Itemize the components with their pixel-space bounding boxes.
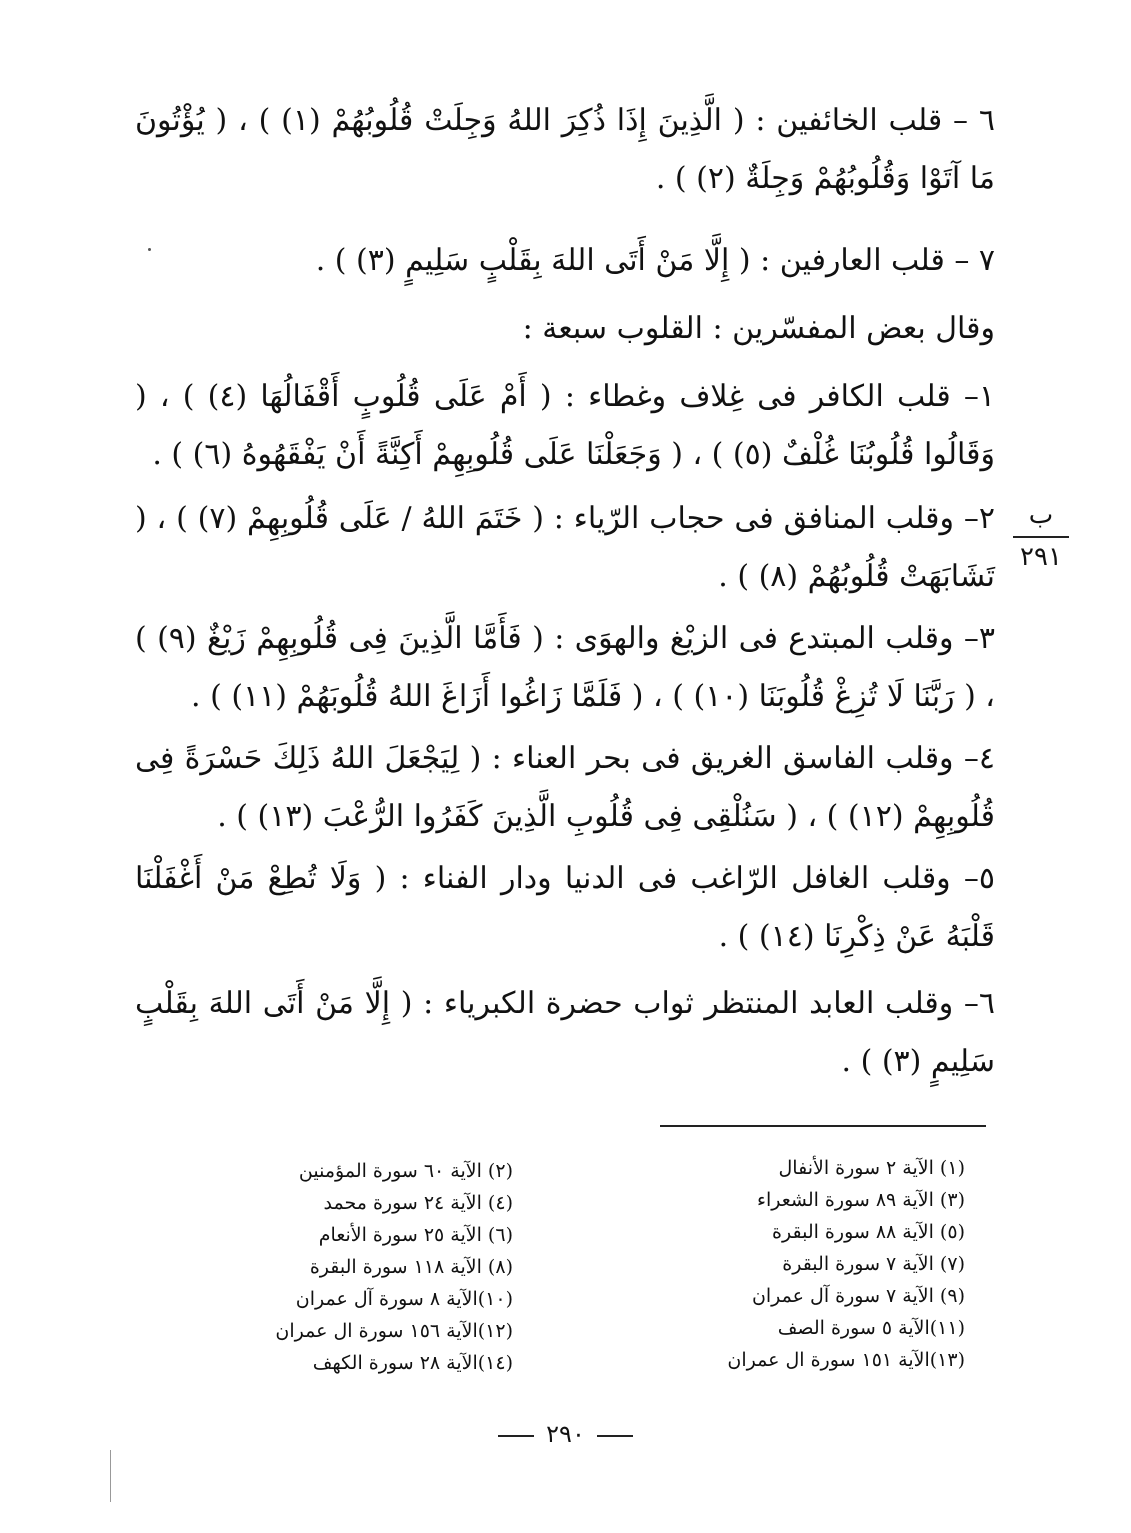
paragraph-heart-5: ٥– وقلب الغافل الرّاغب فى الدنيا ودار الفناء : ( وَلَا تُطِعْ مَنْ أَغْفَلْنَا قَلْبَهُ عَنْ ذِكْرِنَا (١٤) ) . bbox=[135, 861, 995, 954]
footnote-item: (٨) الآية ١١٨ سورة البقرة bbox=[309, 1256, 513, 1278]
footnote-item: (١٣)الآية ١٥١ سورة ال عمران bbox=[727, 1349, 965, 1371]
paragraph-knowing-heart: ٧ – قلب العارفين : ( إِلَّا مَنْ أَتَى اللهَ بِقَلْبٍ سَلِيمٍ (٣) ) . bbox=[315, 243, 995, 278]
margin-note-rule bbox=[1013, 536, 1069, 538]
paragraph-heart-6: ٦– وقلب العابد المنتظر ثواب حضرة الكبرياء : ( إِلَّا مَنْ أَتَى اللهَ بِقَلْبٍ سَلِيمٍ (٣) ) . bbox=[135, 986, 995, 1079]
footnote-item: (١١)الآية ٥ سورة الصف bbox=[777, 1317, 965, 1339]
footnote-item: (٧) الآية ٧ سورة البقرة bbox=[782, 1253, 965, 1275]
margin-note-number: ٢٩١ bbox=[1020, 542, 1062, 572]
page-number-dash bbox=[597, 1435, 633, 1437]
paragraph-heart-1: ١– قلب الكافر فى غِلاف وغطاء : ( أَمْ عَلَى قُلُوبٍ أَقْفَالُهَا (٤) ) ، ( وَقَالُوا قُلُوبُنَا غُلْفٌ (٥) ) ، ( وَجَعَلْنَا عَلَى قُلُوبِهِمْ أَكِنَّةً أَنْ يَفْقَهُوهُ (٦) ) . bbox=[135, 379, 996, 472]
page-number-dash bbox=[498, 1435, 534, 1437]
footnote-item: (٥) الآية ٨٨ سورة البقرة bbox=[772, 1221, 965, 1243]
footnotes-right-column bbox=[727, 1152, 965, 1376]
footnote-item: (٦) الآية ٢٥ سورة الأنعام bbox=[318, 1224, 513, 1246]
footnote-item: (٤) الآية ٢٤ سورة محمد bbox=[323, 1192, 513, 1214]
paragraph-heart-3: ٣– وقلب المبتدع فى الزيْغ والهوَى : ( فَأَمَّا الَّذِينَ فِى قُلُوبِهِمْ زَيْغٌ (٩) ) ، ( رَبَّنَا لَا تُزِغْ قُلُوبَنَا (١٠) ) ، ( فَلَمَّا زَاغُوا أَزَاغَ اللهُ قُلُوبَهُمْ (١١) ) . bbox=[135, 621, 995, 714]
paragraph-heart-4: ٤– وقلب الفاسق الغريق فى بحر العناء : ( لِيَجْعَلَ اللهُ ذَلِكَ حَسْرَةً فِى قُلُوبِهِمْ (١٢) ) ، ( سَنُلْقِى فِى قُلُوبِ الَّذِينَ كَفَرُوا الرُّعْبَ (١٣) ) . bbox=[135, 741, 995, 834]
scan-gutter-line bbox=[110, 1450, 111, 1502]
footnote-item: (١٠)الآية ٨ سورة آل عمران bbox=[295, 1288, 513, 1310]
paragraph-heart-2: ٢– وقلب المنافق فى حجاب الرّياء : ( خَتَمَ اللهُ / عَلَى قُلُوبِهِمْ (٧) ) ، ( تَشَابَهَتْ قُلُوبُهُمْ (٨) ) . bbox=[135, 501, 995, 594]
margin-note-letter: ب bbox=[1028, 500, 1054, 530]
paragraph-fearful-heart: ٦ – قلب الخائفين : ( الَّذِينَ إِذَا ذُكِرَ اللهُ وَجِلَتْ قُلُوبُهُمْ (١) ) ، ( يُؤْتُونَ مَا آتَوْا وَقُلُوبُهُمْ وَجِلَةٌ (٢) ) . bbox=[135, 103, 995, 196]
footnote-divider bbox=[660, 1125, 986, 1127]
paragraph-intro-seven-hearts: وقال بعض المفسّرين : القلوب سبعة : bbox=[522, 311, 995, 346]
footnote-item: (١٢)الآية ١٥٦ سورة ال عمران bbox=[275, 1320, 513, 1342]
footnote-item: (٣) الآية ٨٩ سورة الشعراء bbox=[757, 1189, 965, 1211]
page-number bbox=[0, 1420, 1131, 1448]
margin-note bbox=[1013, 500, 1069, 572]
page-number-value: ٢٩٠ bbox=[546, 1420, 585, 1448]
footnote-item: (٢) الآية ٦٠ سورة المؤمنين bbox=[298, 1160, 513, 1182]
footnote-item: (١) الآية ٢ سورة الأنفال bbox=[778, 1157, 965, 1179]
footnote-item: (٩) الآية ٧ سورة آل عمران bbox=[751, 1285, 965, 1307]
scan-speck bbox=[148, 248, 151, 251]
footnote-item: (١٤)الآية ٢٨ سورة الكهف bbox=[312, 1352, 513, 1374]
footnotes-left-column bbox=[275, 1155, 513, 1379]
